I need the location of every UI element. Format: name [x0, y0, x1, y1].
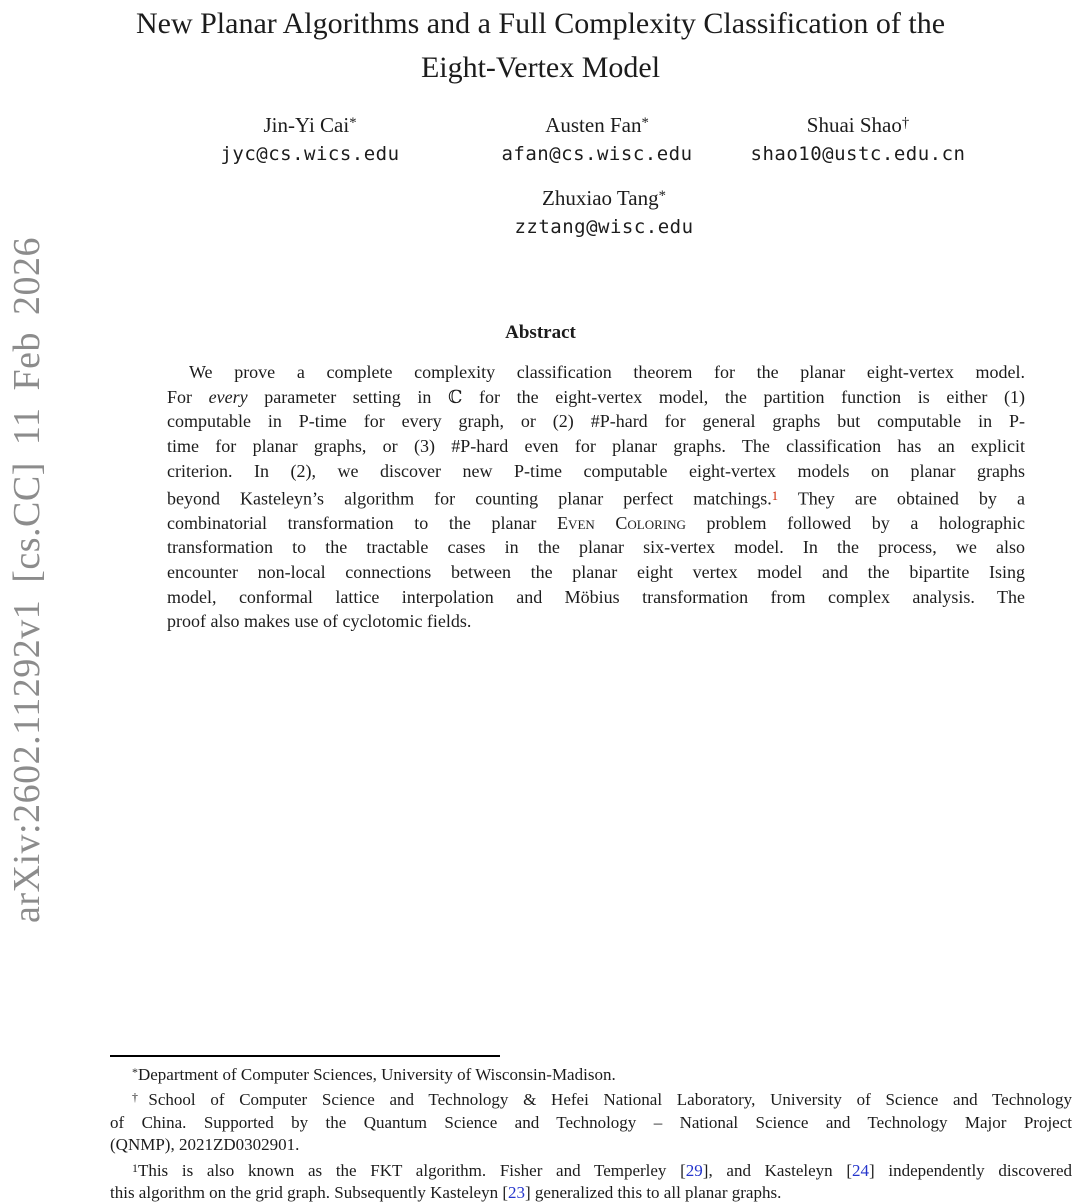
arxiv-sidebar-banner: arXiv:2602.11292v1 [cs.CC] 11 Feb 2026	[6, 237, 48, 923]
text-line	[167, 360, 1025, 385]
abstract-heading: Abstract	[505, 322, 576, 343]
footnotes-block	[110, 1061, 1072, 1204]
text-line	[167, 609, 1025, 634]
text-segment: *	[132, 1065, 138, 1079]
citation-link[interactable]: 24	[852, 1160, 869, 1180]
author-name-text: Shuai Shao	[806, 113, 902, 138]
text-segment: ] generalized this to all planar graphs.	[525, 1182, 782, 1202]
text-segment: †	[132, 1090, 149, 1105]
text-line	[110, 1134, 1072, 1156]
text-segment: This is also known as the FKT algorithm. Fisher and Temperley [	[137, 1160, 686, 1180]
text-segment: 1	[132, 1160, 138, 1175]
author-email: shao10@ustc.edu.cn	[750, 143, 966, 166]
text-segment: beyond Kasteleyn’s algorithm for counting planar perfect matchings.	[167, 487, 772, 508]
text-segment: School of Computer Science and Technology & Hefei National Laboratory, University of Science and Technology	[148, 1090, 1072, 1110]
author-name-text: Zhuxiao Tang	[542, 186, 659, 211]
citation-link[interactable]: 23	[508, 1182, 526, 1202]
text-line	[167, 535, 1025, 560]
author-email: jyc@cs.wics.edu	[220, 143, 400, 166]
text-segment: problem followed by a holographic	[685, 512, 1025, 533]
text-segment: They are obtained by a	[778, 487, 1025, 508]
author-affiliation-marker: *	[658, 188, 666, 204]
text-line	[110, 1086, 1072, 1111]
text-segment: parameter setting in ℂ for the eight-vertex model, the partition function is either (1)	[247, 386, 1025, 407]
text-segment: Even Coloring	[557, 512, 686, 533]
text-segment: Department of Computer Sciences, University of Wisconsin-Madison.	[137, 1065, 616, 1085]
paper-title	[0, 2, 1081, 90]
author-block-shuai-shao	[751, 110, 966, 167]
text-segment: encounter non-local connections between the planar eight vertex model and the bipartite Ising	[167, 562, 1025, 583]
author-affiliation-marker: *	[641, 115, 649, 131]
text-line	[110, 1182, 1072, 1204]
author-name	[220, 110, 399, 139]
author-name-text: Austen Fan	[545, 113, 642, 138]
author-block-austen-fan	[501, 110, 692, 167]
text-segment: We prove a complete complexity classification theorem for the planar eight-vertex model.	[189, 362, 1025, 382]
author-email: afan@cs.wisc.edu	[501, 143, 693, 166]
author-name-text: Jin-Yi Cai	[263, 113, 350, 138]
author-name	[751, 110, 966, 139]
text-segment: combinatorial transformation to the planar	[167, 512, 558, 533]
text-line	[167, 409, 1025, 434]
text-line	[167, 585, 1025, 610]
author-block-jin-yi-cai	[220, 110, 399, 167]
text-segment: computable in P-time for every graph, or (2) #P-hard for general graphs but computable in P-	[167, 411, 1025, 432]
author-block-zhuxiao-tang	[514, 183, 693, 240]
text-segment: of China. Supported by the Quantum Science and Technology – National Science and Technology Major Project	[110, 1112, 1072, 1132]
text-segment: (QNMP), 2021ZD0302901.	[110, 1135, 300, 1155]
text-segment: transformation to the tractable cases in the planar six-vertex model. In the process, we also	[167, 537, 1025, 558]
text-segment: every	[208, 386, 248, 407]
text-line	[167, 484, 1025, 511]
text-segment: proof also makes use of cyclotomic fields.	[167, 611, 472, 632]
text-line	[167, 511, 1025, 536]
text-line	[110, 1061, 1072, 1086]
text-line	[110, 1157, 1072, 1182]
abstract-body	[167, 360, 1025, 634]
citation-link[interactable]: 29	[685, 1160, 703, 1180]
text-line	[167, 385, 1025, 410]
footnote-marker-link[interactable]: 1	[771, 488, 779, 503]
text-line	[167, 459, 1025, 484]
text-segment: criterion. In (2), we discover new P-time computable eight-vertex models on planar graphs	[167, 460, 1025, 481]
text-line	[167, 560, 1025, 585]
text-segment: this algorithm on the grid graph. Subsequently Kasteleyn [	[110, 1182, 509, 1202]
text-line	[110, 1112, 1072, 1134]
author-name	[514, 183, 693, 212]
text-segment: For	[167, 386, 209, 407]
text-segment: model, conformal lattice interpolation and Möbius transformation from complex analysis. The	[167, 586, 1025, 607]
paper-title-line2: Eight-Vertex Model	[420, 51, 661, 84]
author-email: zztang@wisc.edu	[514, 216, 694, 239]
text-segment: ], and Kasteleyn [	[702, 1160, 852, 1180]
footnote-divider-rule	[110, 1055, 500, 1057]
text-segment: time for planar graphs, or (3) #P-hard even for planar graphs. The classification has an explicit	[167, 436, 1025, 457]
text-line	[167, 434, 1025, 459]
author-affiliation-marker: †	[901, 115, 910, 131]
text-segment: ] independently discovered	[869, 1160, 1073, 1180]
paper-title-line1: New Planar Algorithms and a Full Complexity Classification of the	[135, 7, 946, 40]
author-name	[501, 110, 692, 139]
author-affiliation-marker: *	[349, 115, 357, 131]
